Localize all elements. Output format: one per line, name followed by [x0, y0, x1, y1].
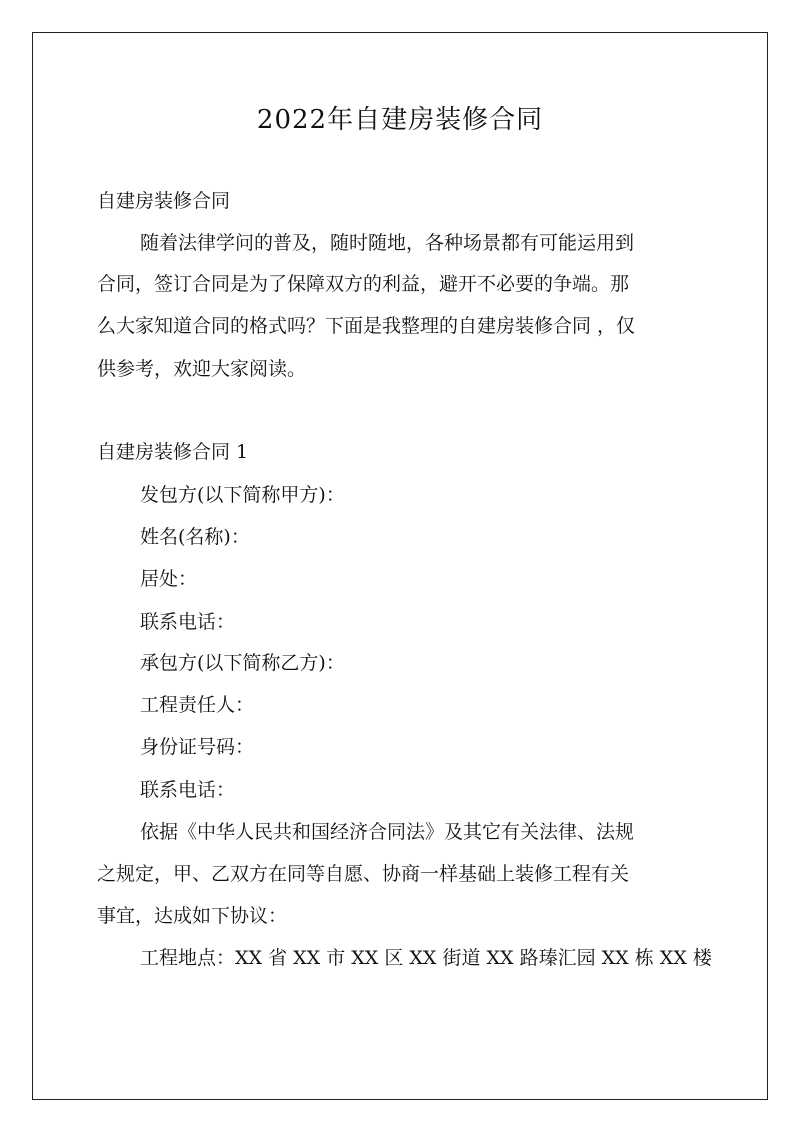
field-name: 姓名(名称)： — [140, 526, 250, 548]
intro-heading: 自建房装修合同 — [97, 190, 231, 212]
field-employer: 发包方(以下简称甲方)： — [140, 484, 345, 506]
site-line: 工程地点：XX 省 XX 市 XX 区 XX 街道 XX 路瑧汇园 XX 栋 XX 楼 — [140, 947, 712, 969]
intro-line: 随着法律学问的普及，随时随地，各种场景都有可能运用到 — [140, 232, 635, 254]
field-phone-2: 联系电话： — [140, 779, 236, 801]
field-id-number: 身份证号码： — [140, 736, 255, 758]
field-contractor: 承包方(以下简称乙方)： — [140, 652, 345, 674]
intro-line: 合同，签订合同是为了保障双方的利益，避开不必要的争端。那 — [97, 273, 630, 295]
field-phone: 联系电话： — [140, 611, 236, 633]
field-project-lead: 工程责任人： — [140, 694, 255, 716]
intro-line: 供参考，欢迎大家阅读。 — [97, 358, 307, 380]
document-title: 2022年自建房装修合同 — [256, 105, 544, 135]
section-heading: 自建房装修合同 1 — [97, 441, 249, 463]
field-residence: 居处： — [140, 568, 198, 590]
intro-line: 么大家知道合同的格式吗？下面是我整理的自建房装修合同 ，仅 — [97, 315, 636, 337]
basis-line: 事宜，达成如下协议： — [97, 905, 288, 927]
basis-line: 之规定，甲、乙双方在同等自愿、协商一样基础上装修工程有关 — [97, 863, 630, 885]
basis-line: 依据《中华人民共和国经济合同法》及其它有关法律、法规 — [140, 821, 635, 843]
